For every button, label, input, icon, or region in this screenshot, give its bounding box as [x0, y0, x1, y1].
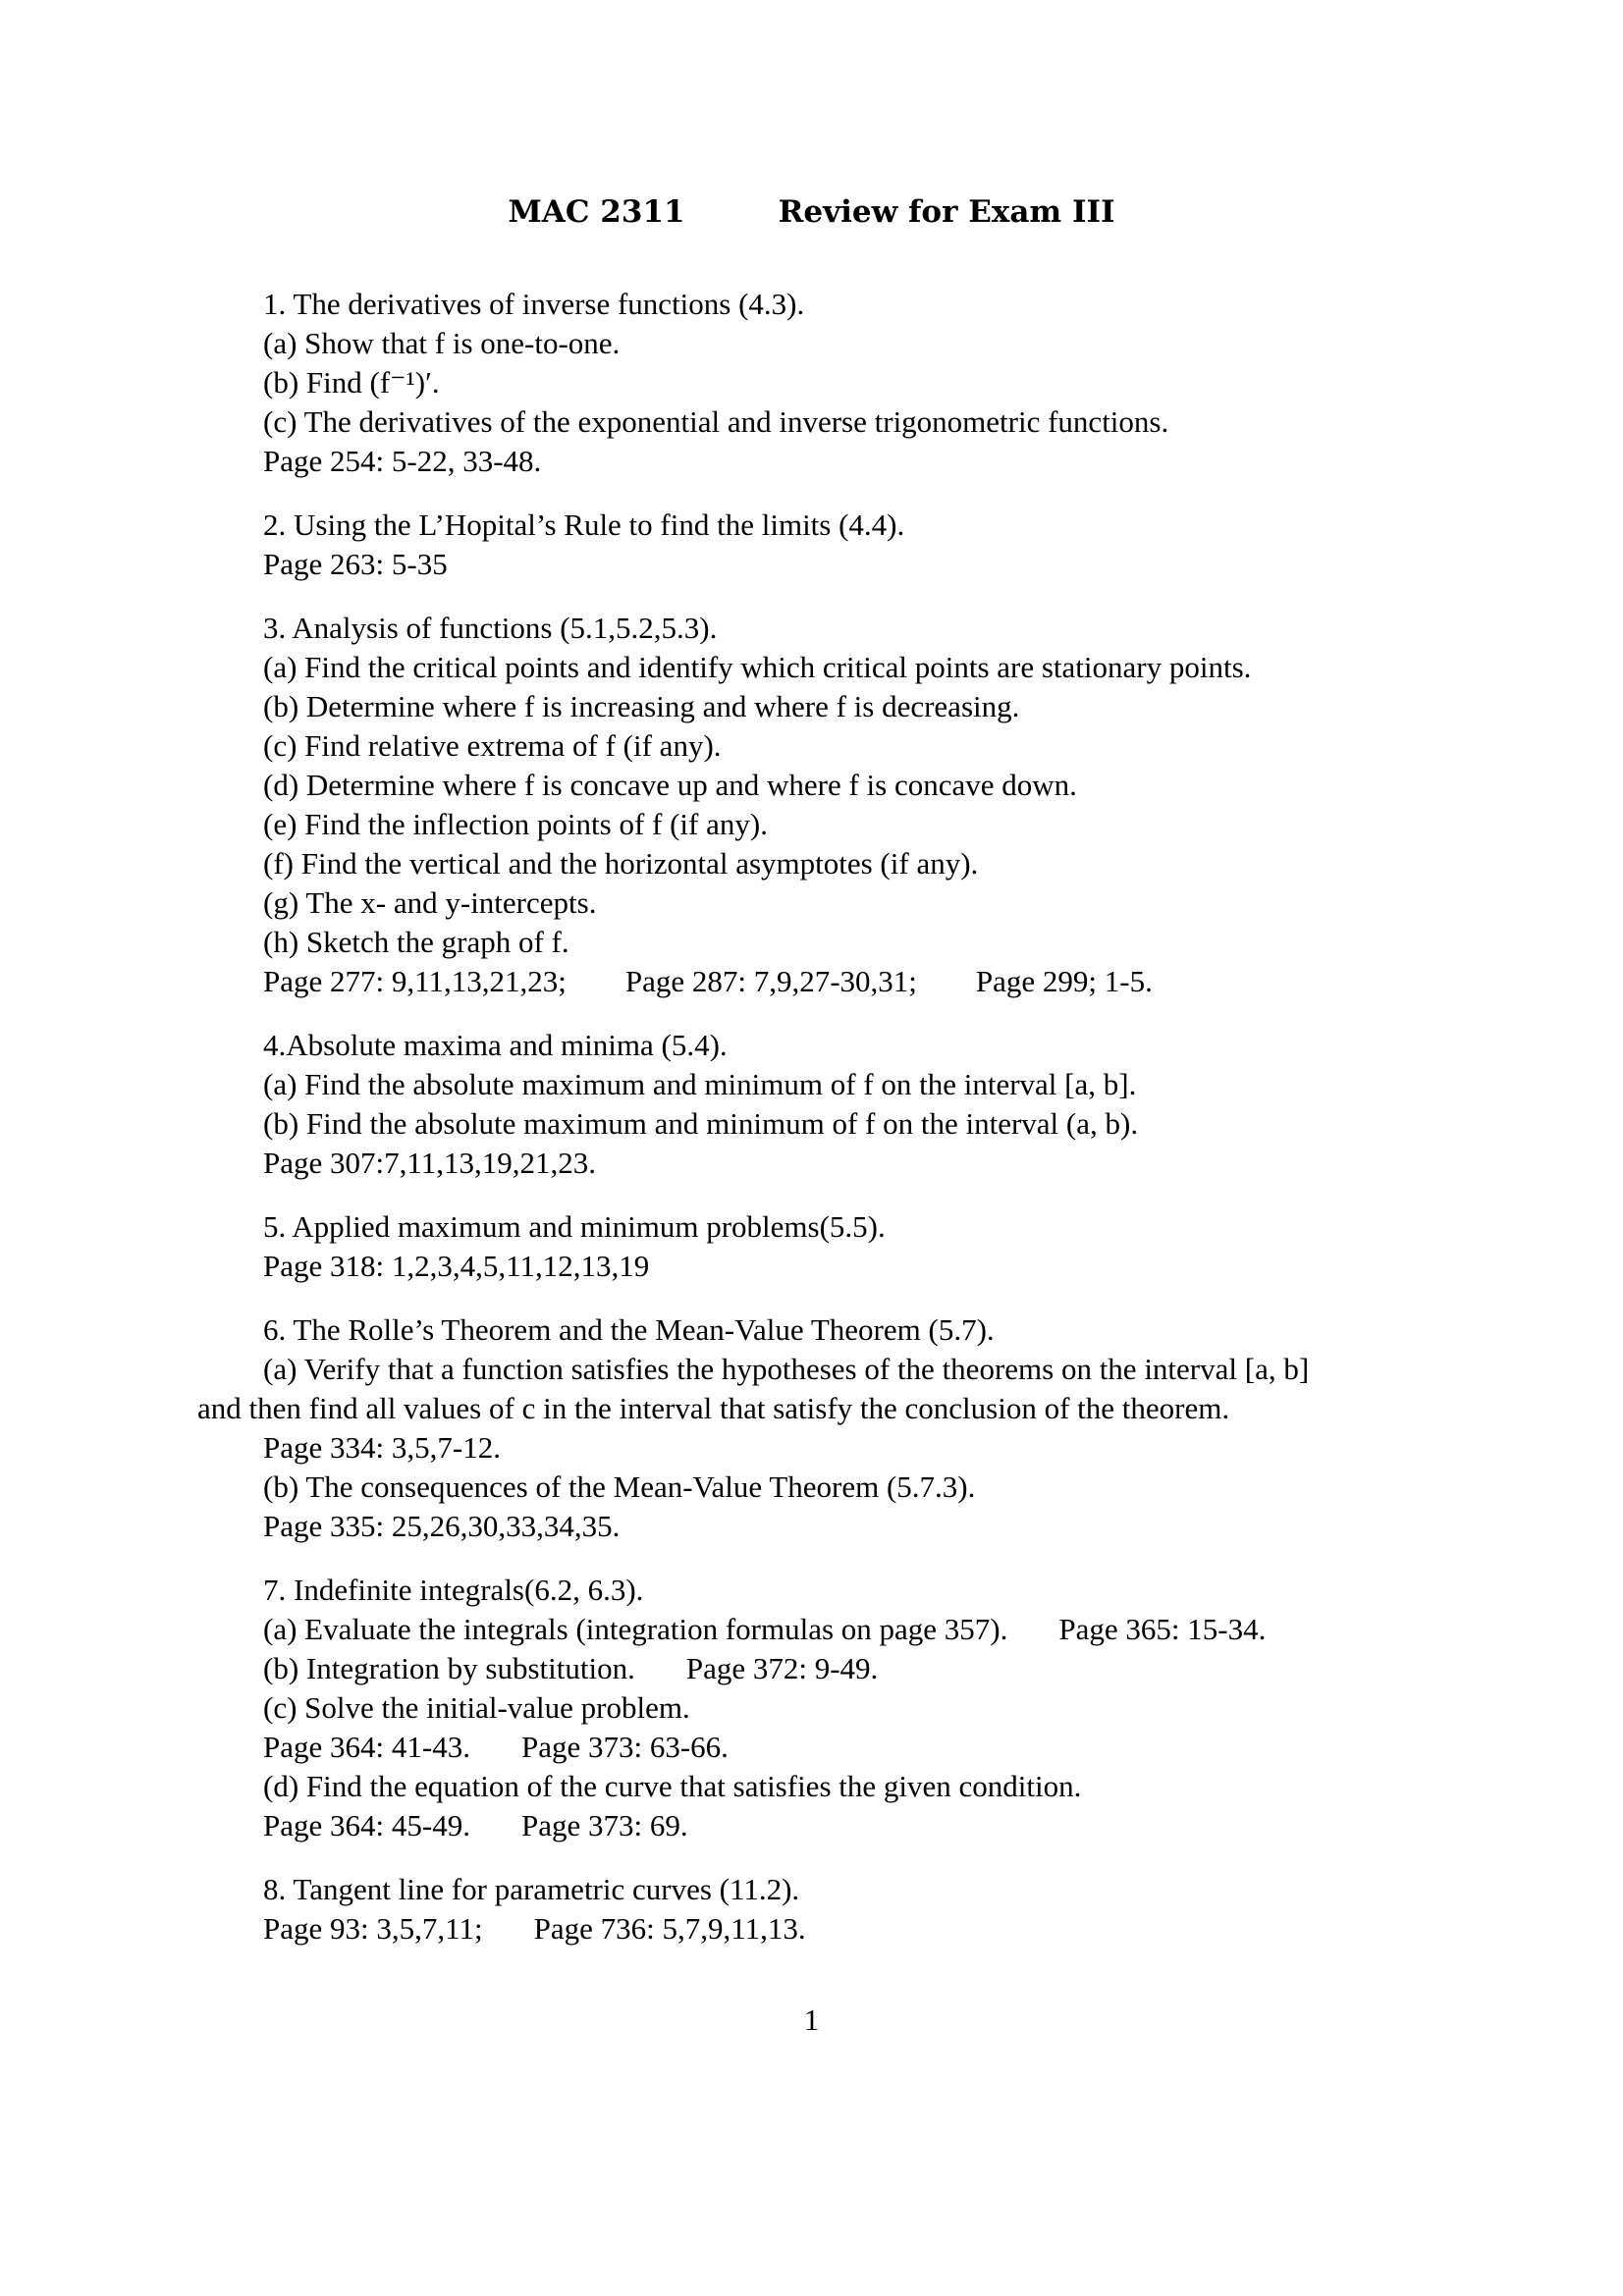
item-a: (a) Show that f is one-to-one. [263, 326, 621, 360]
page-reference: Page 373: 63-66. [520, 1730, 729, 1764]
page-reference: Page 318: 1,2,3,4,5,11,12,13,19 [263, 1249, 650, 1283]
item-c: (c) The derivatives of the exponential and inverse trigonometric functions. [263, 404, 1169, 439]
item-b: (b) The consequences of the Mean-Value Theorem (5.7.3). [263, 1469, 976, 1504]
page-reference: Page 254: 5-22, 33-48. [263, 444, 542, 478]
item-b: (b) Determine where f is increasing and where f is decreasing. [263, 689, 1020, 723]
review-list [197, 285, 1471, 1973]
section-heading: 1. The derivatives of inverse functions (4.3). [263, 287, 805, 321]
section-heading: 3. Analysis of functions (5.1,5.2,5.3). [263, 611, 718, 645]
item-h: (h) Sketch the graph of f. [263, 925, 569, 959]
page-reference: Page 277: 9,11,13,21,23; [263, 964, 567, 998]
section-heading: 2. Using the L’Hopital’s Rule to find the limits (4.4). [263, 507, 905, 542]
item-d: (d) Determine where f is concave up and where f is concave down. [263, 768, 1077, 802]
item-b: (b) Find the absolute maximum and minimum of f on the interval (a, b). [263, 1106, 1139, 1141]
page-reference: Page 334: 3,5,7-12. [263, 1430, 501, 1465]
page-title [0, 192, 1623, 232]
item-c: (c) Find relative extrema of f (if any). [263, 728, 722, 763]
section-heading: 8. Tangent line for parametric curves (11.2). [263, 1872, 800, 1906]
item-a: (a) Evaluate the integrals (integration formulas on page 357). [263, 1612, 1008, 1646]
item-g: (g) The x- and y-intercepts. [263, 885, 597, 920]
course-code: MAC 2311 [508, 194, 685, 230]
section-6 [197, 1310, 1471, 1546]
page-reference: Page 299; 1-5. [975, 964, 1153, 998]
item-a-continued: and then find all values of c in the interval that satisfy the conclusion of the theorem. [197, 1391, 1230, 1425]
page-reference-row [263, 1806, 1471, 1845]
item-d: (d) Find the equation of the curve that satisfies the given condition. [263, 1769, 1082, 1803]
section-heading: 4.Absolute maxima and minima (5.4). [263, 1028, 728, 1062]
page-reference: Page 93: 3,5,7,11; [263, 1911, 483, 1946]
page-reference-row [263, 1909, 1471, 1949]
item-b-row [263, 1649, 1471, 1688]
section-heading: 7. Indefinite integrals(6.2, 6.3). [263, 1573, 644, 1607]
page-reference: Page 736: 5,7,9,11,13. [533, 1911, 806, 1946]
page-reference-row [263, 962, 1471, 1001]
page-number: 1 [803, 2002, 820, 2037]
exam-title: Review for Exam III [778, 194, 1115, 230]
section-heading: 5. Applied maximum and minimum problems(5.5). [263, 1209, 886, 1244]
page-reference: Page 307:7,11,13,19,21,23. [263, 1146, 596, 1180]
item-b: (b) Integration by substitution. [263, 1651, 635, 1685]
section-1 [263, 285, 1471, 481]
item-c: (c) Solve the initial-value problem. [263, 1690, 690, 1725]
page-reference: Page 365: 15-34. [1058, 1612, 1267, 1646]
item-a: (a) Verify that a function satisfies the hypotheses of the theorems on the interval [a, b] [263, 1352, 1310, 1386]
item-a-row [263, 1610, 1471, 1649]
section-7 [263, 1571, 1471, 1845]
page-reference-row [263, 1728, 1471, 1767]
section-5 [263, 1207, 1471, 1286]
page-reference: Page 373: 69. [520, 1808, 688, 1842]
page-reference: Page 287: 7,9,27-30,31; [624, 964, 917, 998]
page-reference: Page 364: 45-49. [263, 1808, 470, 1842]
item-a: (a) Find the critical points and identify which critical points are stationary points. [263, 650, 1252, 684]
section-8 [263, 1870, 1471, 1949]
section-2 [263, 506, 1471, 584]
section-3 [263, 609, 1471, 1001]
item-b: (b) Find (f⁻¹)′. [263, 365, 440, 400]
item-e: (e) Find the inflection points of f (if any). [263, 807, 768, 841]
section-4 [263, 1026, 1471, 1183]
page-reference: Page 372: 9-49. [685, 1651, 879, 1685]
item-f: (f) Find the vertical and the horizontal asymptotes (if any). [263, 846, 979, 881]
page-reference: Page 364: 41-43. [263, 1730, 470, 1764]
item-a: (a) Find the absolute maximum and minimum of f on the interval [a, b]. [263, 1067, 1137, 1101]
page-reference: Page 263: 5-35 [263, 547, 448, 581]
section-heading: 6. The Rolle’s Theorem and the Mean-Value Theorem (5.7). [263, 1312, 995, 1347]
page-reference: Page 335: 25,26,30,33,34,35. [263, 1509, 621, 1543]
